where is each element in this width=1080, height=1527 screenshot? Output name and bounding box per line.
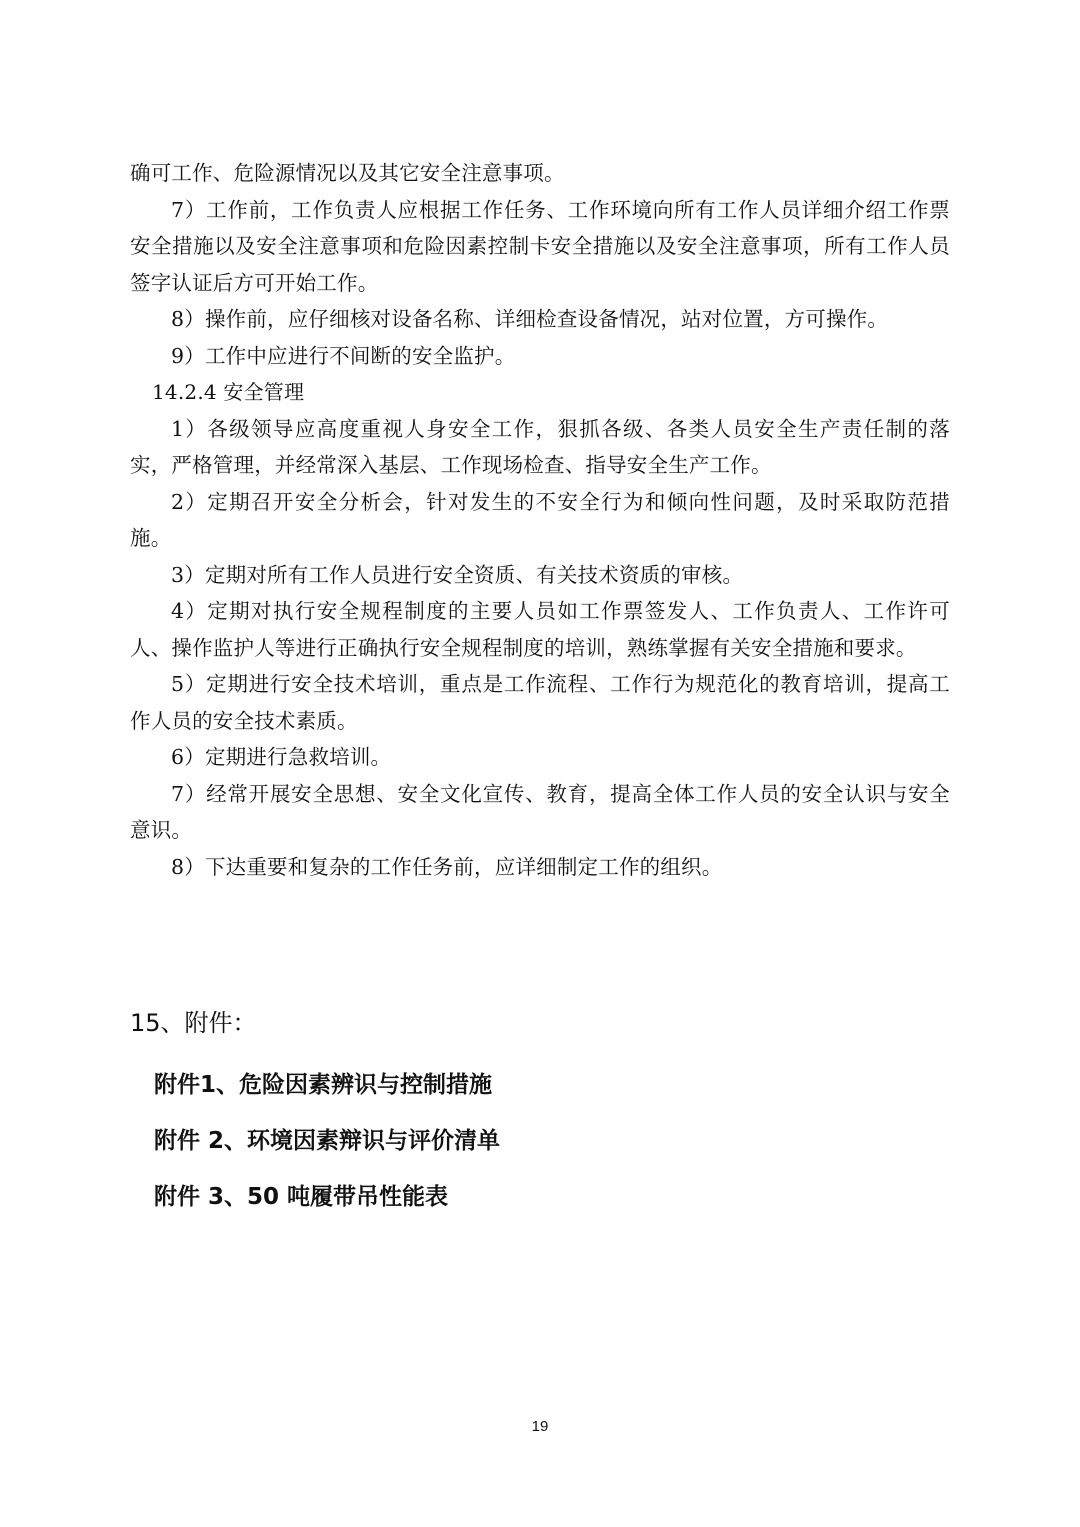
section-item-6: 6）定期进行急救培训。 (171, 745, 392, 769)
paragraph-item-9: 9）工作中应进行不间断的安全监护。 (171, 343, 516, 368)
section-item-7: 7）经常开展安全思想、安全文化宣传、教育，提高全体工作人员的安全认识与安全意识。 (130, 781, 950, 842)
section-heading: 14.2.4 安全管理 (152, 380, 305, 404)
section-item-4: 4）定期对执行安全规程制度的主要人员如工作票签发人、工作负责人、工作许可人、操作监护人等进行正确执行安全规程制度的培训，熟练掌握有关安全措施和要求。 (130, 599, 950, 660)
paragraph-item-8: 8）操作前，应仔细核对设备名称、详细检查设备情况，站对位置，方可操作。 (171, 307, 889, 331)
attachment-item-3: 附件 3、50 吨履带吊性能表 (154, 1184, 449, 1210)
section-item-2: 2）定期召开安全分析会，针对发生的不安全行为和倾向性问题，及时采取防范措施。 (130, 489, 950, 550)
attachments-section (130, 1005, 950, 1235)
paragraph-continuation: 确可工作、危险源情况以及其它安全注意事项。 (130, 161, 565, 185)
page-number: 19 (531, 1418, 549, 1435)
section-item-1: 1）各级领导应高度重视人身安全工作，狠抓各级、各类人员安全生产责任制的落实，严格管理，并经常深入基层、工作现场检查、指导安全生产工作。 (130, 416, 950, 477)
attachment-item-2: 附件 2、环境因素辩识与评价清单 (154, 1128, 501, 1154)
section-item-5: 5）定期进行安全技术培训，重点是工作流程、工作行为规范化的教育培训，提高工作人员的安全技术素质。 (130, 672, 950, 733)
section-item-8: 8）下达重要和复杂的工作任务前，应详细制定工作的组织。 (171, 854, 723, 879)
body-text (130, 155, 950, 885)
attachment-item-1: 附件1、危险因素辨识与控制措施 (154, 1072, 493, 1098)
attachments-title: 15、附件： (130, 1009, 257, 1037)
section-item-3: 3）定期对所有工作人员进行安全资质、有关技术资质的审核。 (171, 562, 744, 587)
paragraph-item-7: 7）工作前，工作负责人应根据工作任务、工作环境向所有工作人员详细介绍工作票安全措施以及安全注意事项和危险因素控制卡安全措施以及安全注意事项，所有工作人员签字认证后方可开始工作。 (130, 197, 950, 295)
